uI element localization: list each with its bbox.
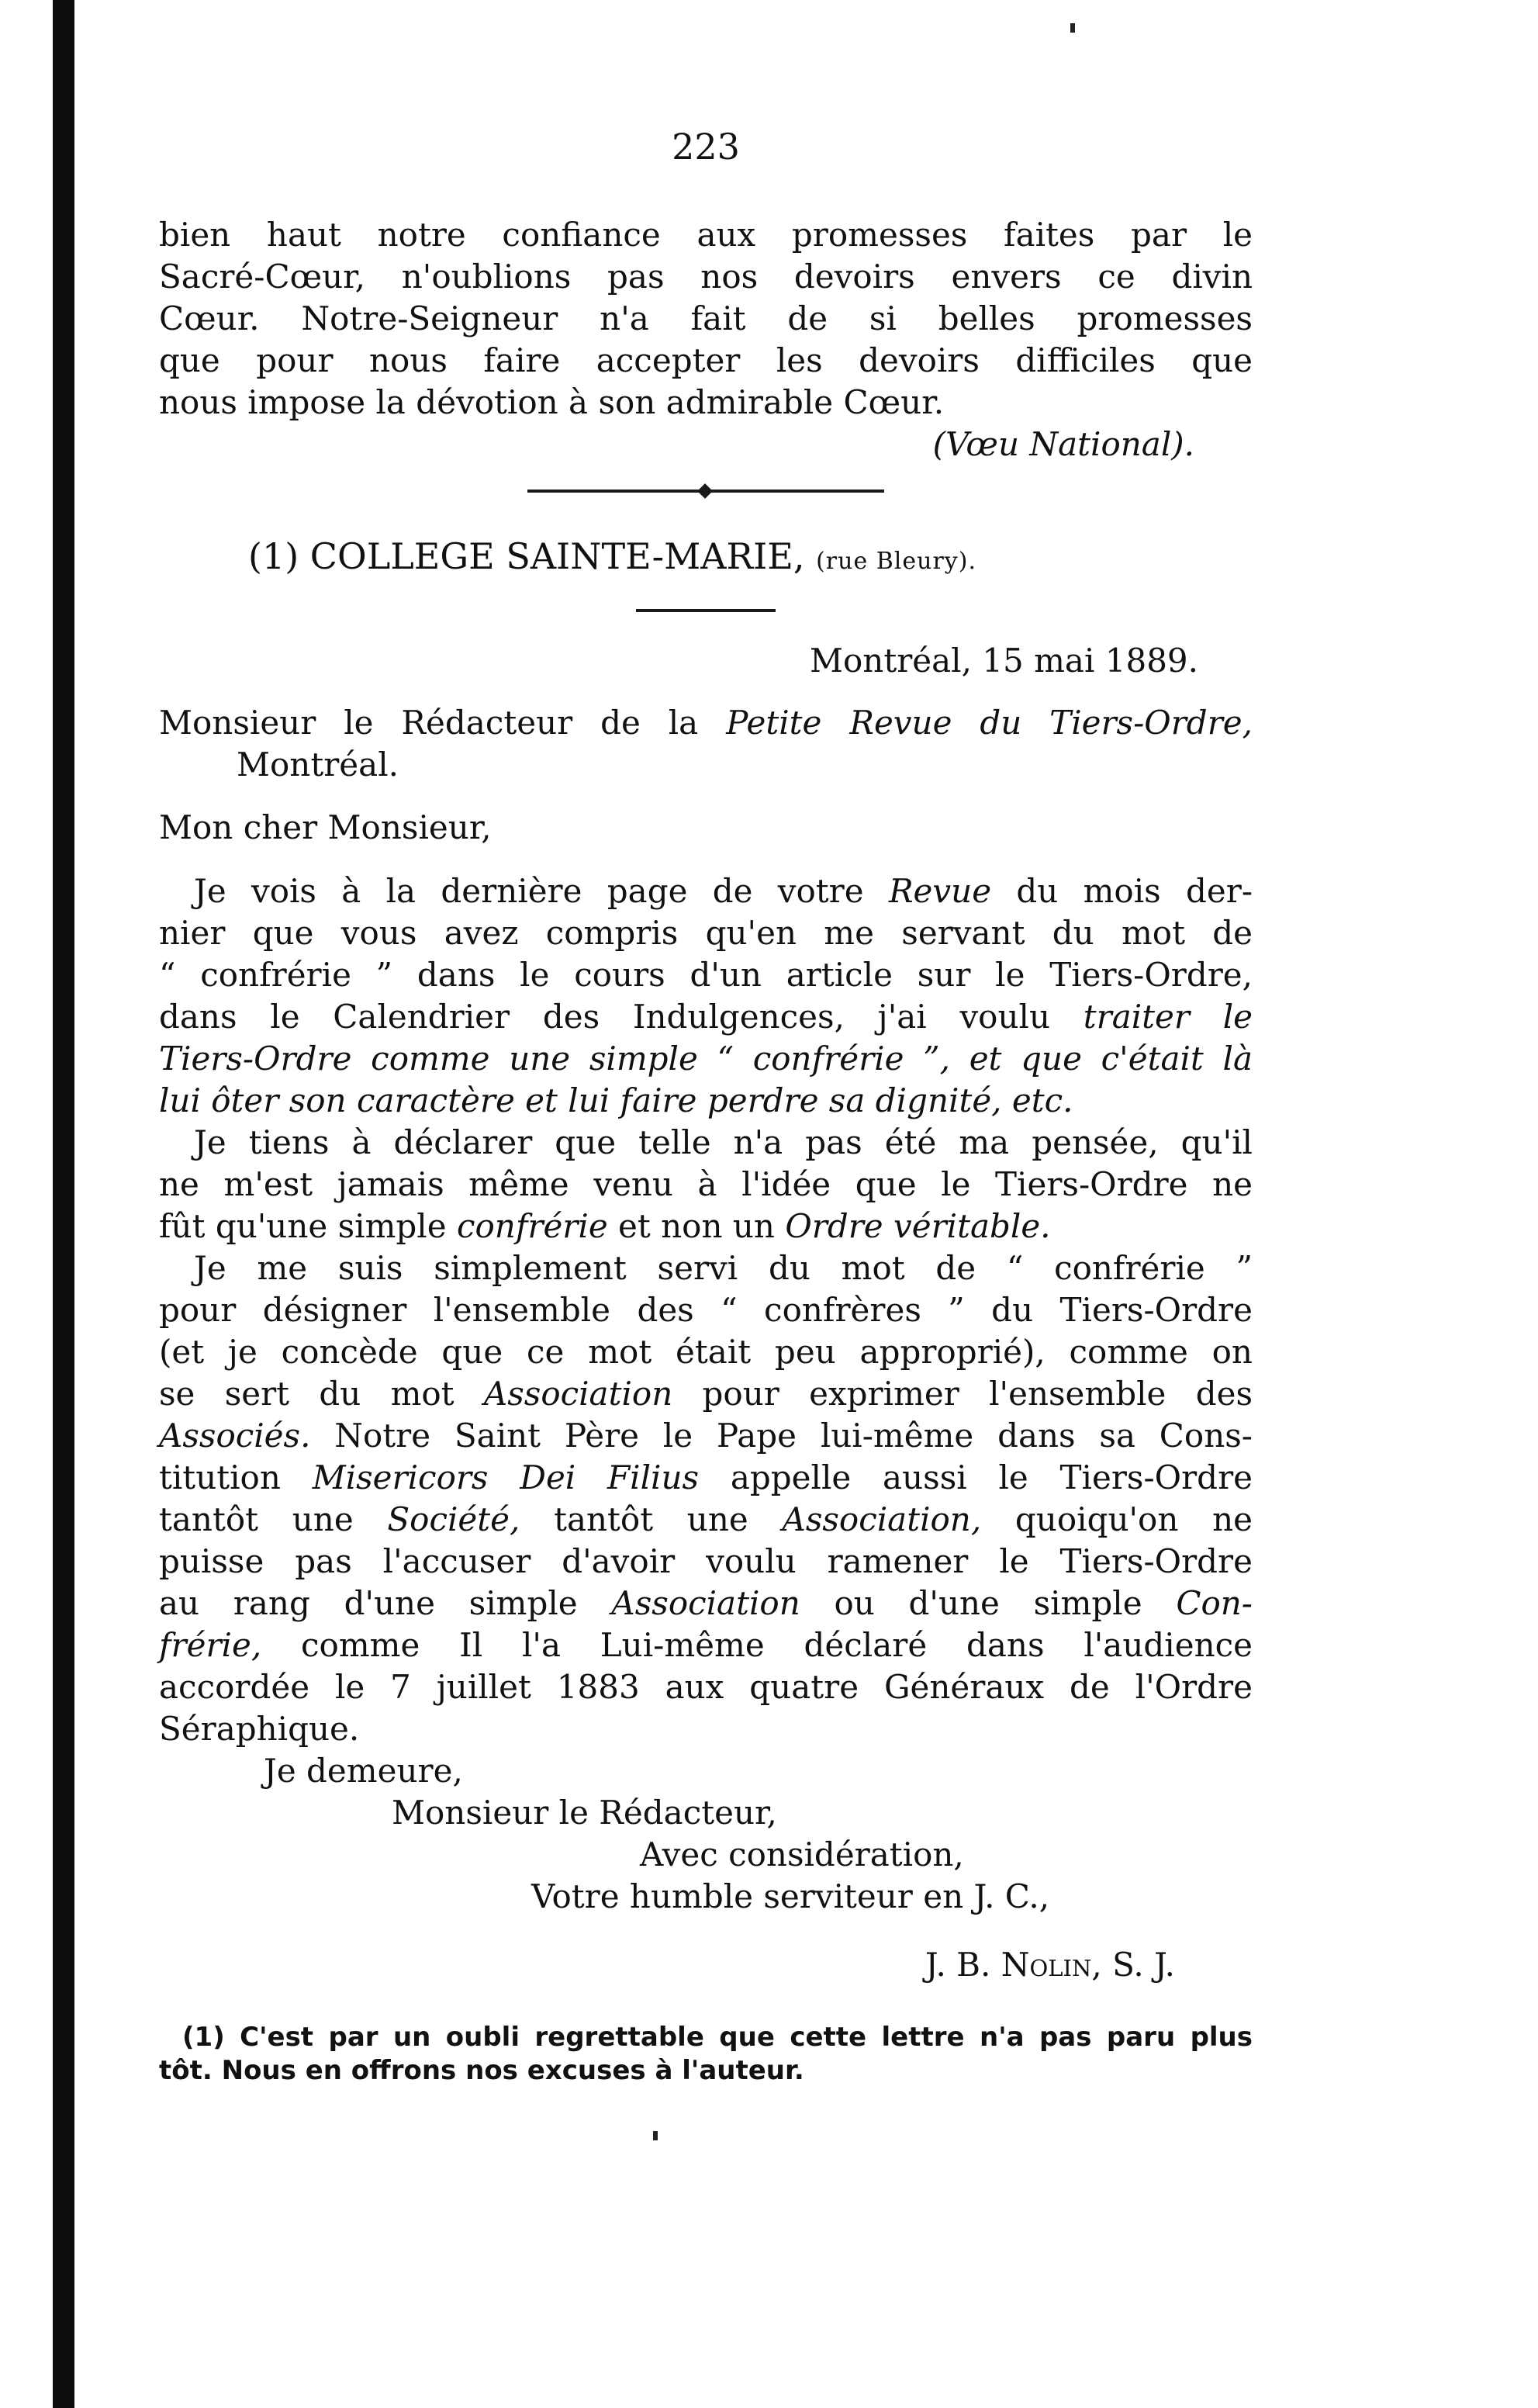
text-line: Sacré-Cœur, n'oublions pas nos devoirs envers ce divin (159, 258, 1253, 296)
text-line: pour désigner l'ensemble des “ confrères ” du Tiers-Ordre (159, 1291, 1253, 1329)
heading-title: COLLEGE SAINTE-MARIE, (309, 535, 805, 577)
ornament-diamond (697, 483, 713, 499)
text-line: lui ôter son caractère et lui faire perdre sa dignité, etc. (159, 1081, 1073, 1119)
text-line: Cœur. Notre-Seigneur n'a fait de si belles promesses (159, 299, 1253, 337)
address-line (159, 702, 1253, 744)
address-city: Montréal. (237, 746, 399, 784)
document-page (159, 0, 1253, 2408)
source-citation: (Vœu National). (932, 425, 1194, 463)
text-line: au rang d'une simple Association ou d'une simple Con- (159, 1584, 1253, 1622)
footnote-line: (1) C'est par un oubli regrettable que cette lettre n'a pas paru plus (182, 2022, 1253, 2053)
text-line: “ confrérie ” dans le cours d'un article sur le Tiers-Ordre, (159, 956, 1253, 994)
text-line: bien haut notre confiance aux promesses faites par le (159, 216, 1253, 254)
text-line: Séraphique. (159, 1710, 360, 1748)
dateline: Montréal, 15 mai 1889. (809, 642, 1198, 680)
text-line: dans le Calendrier des Indulgences, j'ai voulu traiter le (159, 998, 1253, 1036)
letter-heading (248, 535, 1342, 583)
signature-suffix: S. J. (1112, 1946, 1175, 1984)
publication-title: Petite Revue du Tiers-Ordre, (726, 704, 1253, 742)
text-line: nier que vous avez compris qu'en me servant du mot de (159, 914, 1253, 952)
closing-line: Je demeure, (264, 1752, 463, 1790)
page-binding-edge (53, 0, 74, 2408)
text-line: puisse pas l'accuser d'avoir voulu ramener le Tiers-Ordre (159, 1542, 1253, 1580)
salutation: Mon cher Monsieur, (159, 808, 492, 846)
text-line: Je me suis simplement servi du mot de “ confrérie ” (194, 1249, 1253, 1287)
text-line: tantôt une Société, tantôt une Association, quoiqu'on ne (159, 1500, 1253, 1538)
heading-street: (rue Bleury). (816, 548, 976, 575)
text-line: Je vois à la dernière page de votre Revue du mois der- (194, 872, 1253, 910)
text-line: accordée le 7 juillet 1883 aux quatre Généraux de l'Ordre (159, 1668, 1253, 1706)
text-line: nous impose la dévotion à son admirable Cœur. (159, 383, 945, 421)
closing-line: Votre humble serviteur en J. C., (531, 1877, 1050, 1915)
footnote-line: tôt. Nous en offrons nos excuses à l'auteur. (159, 2055, 804, 2086)
closing-line: Avec considération, (640, 1835, 964, 1873)
signature-initials: J. B. (925, 1946, 991, 1984)
page-number: 223 (672, 126, 740, 168)
text-line: (et je concède que ce mot était peu approprié), comme on (159, 1333, 1253, 1371)
signature (159, 1944, 1175, 1986)
text-line: que pour nous faire accepter les devoirs difficiles que (159, 341, 1253, 379)
text-line: Je tiens à déclarer que telle n'a pas été ma pensée, qu'il (194, 1123, 1253, 1161)
closing-line: Monsieur le Rédacteur, (392, 1794, 777, 1832)
address-prefix: Monsieur le Rédacteur de la (159, 704, 699, 742)
text-line: titution Misericors Dei Filius appelle aussi le Tiers-Ordre (159, 1458, 1253, 1496)
footnote-marker: (1) (248, 535, 299, 577)
text-line: fût qu'une simple confrérie et non un Ordre véritable. (159, 1207, 1051, 1245)
text-line: ne m'est jamais même venu à l'idée que le Tiers-Ordre ne (159, 1165, 1253, 1203)
signature-name: Nolin, (1001, 1946, 1102, 1984)
text-line: frérie, comme Il l'a Lui-même déclaré dans l'audience (159, 1626, 1253, 1664)
text-line: Tiers-Ordre comme une simple “ confrérie ”, et que c'était là (159, 1040, 1253, 1078)
text-line: se sert du mot Association pour exprimer l'ensemble des (159, 1375, 1253, 1413)
text-line: Associés. Notre Saint Père le Pape lui-même dans sa Cons- (159, 1417, 1253, 1455)
heading-rule (636, 609, 776, 612)
